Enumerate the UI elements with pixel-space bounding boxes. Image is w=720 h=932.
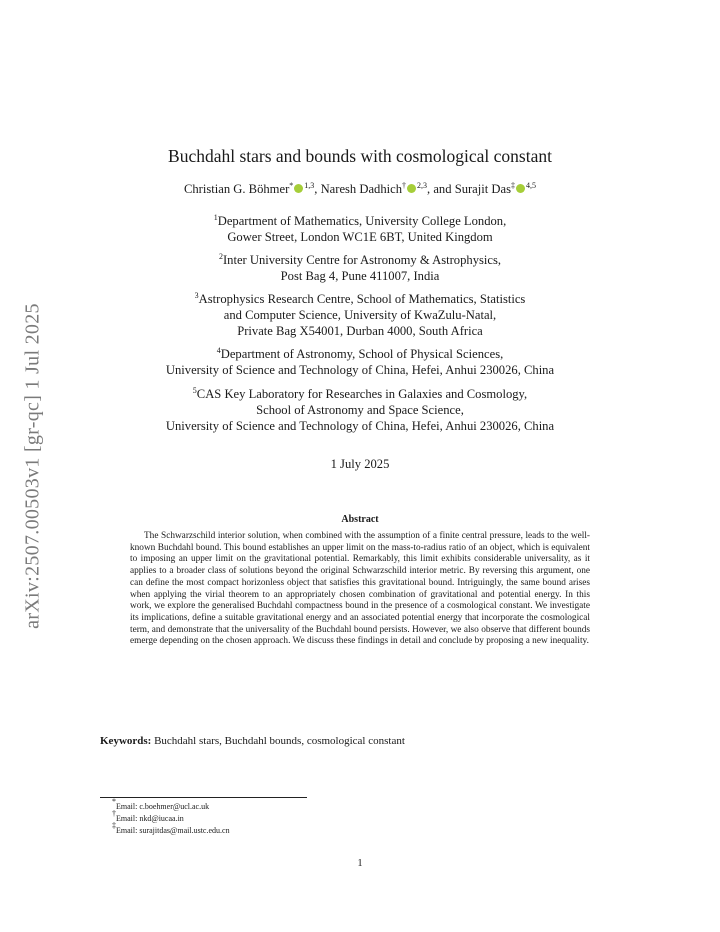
affiliation-line: Astrophysics Research Centre, School of Mathematics, Statistics	[198, 292, 526, 306]
affiliation-line: Gower Street, London WC1E 6BT, United Kingdom	[227, 230, 493, 244]
affiliation-number: 5	[192, 386, 197, 395]
footnote-mark: *	[112, 797, 116, 806]
keywords	[100, 735, 620, 747]
affiliation-line: School of Astronomy and Space Science,	[256, 403, 464, 417]
arxiv-identifier-stamp: arXiv:2507.00503v1 [gr-qc] 1 Jul 2025	[21, 303, 44, 629]
footnote-text: Email: c.boehmer@ucl.ac.uk	[116, 802, 210, 811]
author-separator: ,	[314, 182, 321, 196]
footnote-1	[112, 797, 230, 813]
affiliation-number: 3	[194, 291, 199, 300]
affiliation-line: Inter University Centre for Astronomy & Astrophysics,	[222, 253, 502, 267]
keywords-label: Keywords:	[100, 735, 152, 747]
keywords-text: Buchdahl stars, Buchdahl bounds, cosmological constant	[154, 735, 405, 747]
orcid-icon[interactable]	[516, 184, 525, 193]
affiliation-mark: 1,3	[304, 181, 315, 190]
footnote-mark: ‡	[112, 821, 116, 830]
affiliation-1	[120, 213, 600, 245]
footnotes	[112, 797, 230, 837]
publication-date: 1 July 2025	[330, 457, 390, 471]
author-3	[455, 182, 536, 196]
footnote-divider	[100, 797, 307, 798]
affiliation-number: 2	[218, 252, 223, 261]
footnote-mark: *	[289, 181, 294, 190]
affiliation-line: Private Bag X54001, Durban 4000, South Africa	[237, 324, 483, 338]
affiliation-number: 1	[213, 213, 218, 222]
paper-title: Buchdahl stars and bounds with cosmological constant	[168, 146, 552, 166]
affiliation-line: University of Science and Technology of China, Hefei, Anhui 230026, China	[165, 419, 555, 433]
footnote-mark: ‡	[511, 181, 516, 190]
affiliation-line: CAS Key Laboratory for Researches in Galaxies and Cosmology,	[196, 387, 528, 401]
affiliation-line: and Computer Science, University of KwaZulu-Natal,	[223, 308, 497, 322]
author-name: Naresh Dadhich	[320, 182, 403, 196]
footnote-3	[112, 821, 230, 837]
affiliation-mark: 4,5	[526, 181, 537, 190]
orcid-icon[interactable]	[294, 184, 303, 193]
affiliation-line: Department of Astronomy, School of Physical Sciences,	[220, 347, 504, 361]
abstract-text: The Schwarzschild interior solution, when combined with the assumption of a finite central pressure, leads to the well-known Buchdahl bound. This bound establishes an upper limit on the mass-to-radius ratio of an object, which is equivalent to imposing an upper limit on the gravitational potential. Remarkably, this limit exhibits considerable universality, as it applies to a broader class of solutions beyond the original Schwarzschild interior metric. By reversing this argument, one can define the most compact horizonless object that satisfies this gravitational bound. Intriguingly, the same bound arises when applying the virial theorem to an appropriately chosen combination of gravitational and potential energy. In this work, we explore the generalised Buchdahl compactness bound in the presence of a cosmological constant. We investigate its implications, define a suitable gravitational energy and an associated potential energy that incorporate the cosmological term, and demonstrate that the universality of the Buchdahl bound persists. However, we also observe that different bounds emerge depending on the chosen approach. We discuss these findings in detail and conclude by proposing a new inequality.	[130, 531, 590, 647]
footnote-text: Email: surajitdas@mail.ustc.edu.cn	[116, 826, 230, 835]
affiliation-mark: 2,3	[417, 181, 428, 190]
footnote-mark: †	[112, 809, 116, 818]
footnote-2	[112, 809, 230, 825]
author-name: Surajit Das	[454, 182, 512, 196]
author-name: Christian G. Böhmer	[183, 182, 290, 196]
footnote-text: Email: nkd@iucaa.in	[116, 814, 184, 823]
affiliation-2	[120, 252, 600, 284]
affiliation-line: Post Bag 4, Pune 411007, India	[280, 269, 440, 283]
affiliation-5	[120, 386, 600, 434]
affiliation-3	[120, 291, 600, 339]
orcid-icon[interactable]	[407, 184, 416, 193]
affiliation-line: Department of Mathematics, University College London,	[217, 214, 507, 228]
author-separator: , and	[427, 182, 455, 196]
affiliation-number: 4	[216, 346, 221, 355]
abstract-heading: Abstract	[341, 514, 379, 525]
affiliation-4	[120, 346, 600, 378]
author-1	[184, 182, 314, 196]
affiliation-line: University of Science and Technology of China, Hefei, Anhui 230026, China	[165, 363, 555, 377]
page-number: 1	[357, 858, 363, 869]
footnote-mark: †	[402, 181, 407, 190]
author-list	[120, 182, 600, 197]
author-2	[321, 182, 427, 196]
